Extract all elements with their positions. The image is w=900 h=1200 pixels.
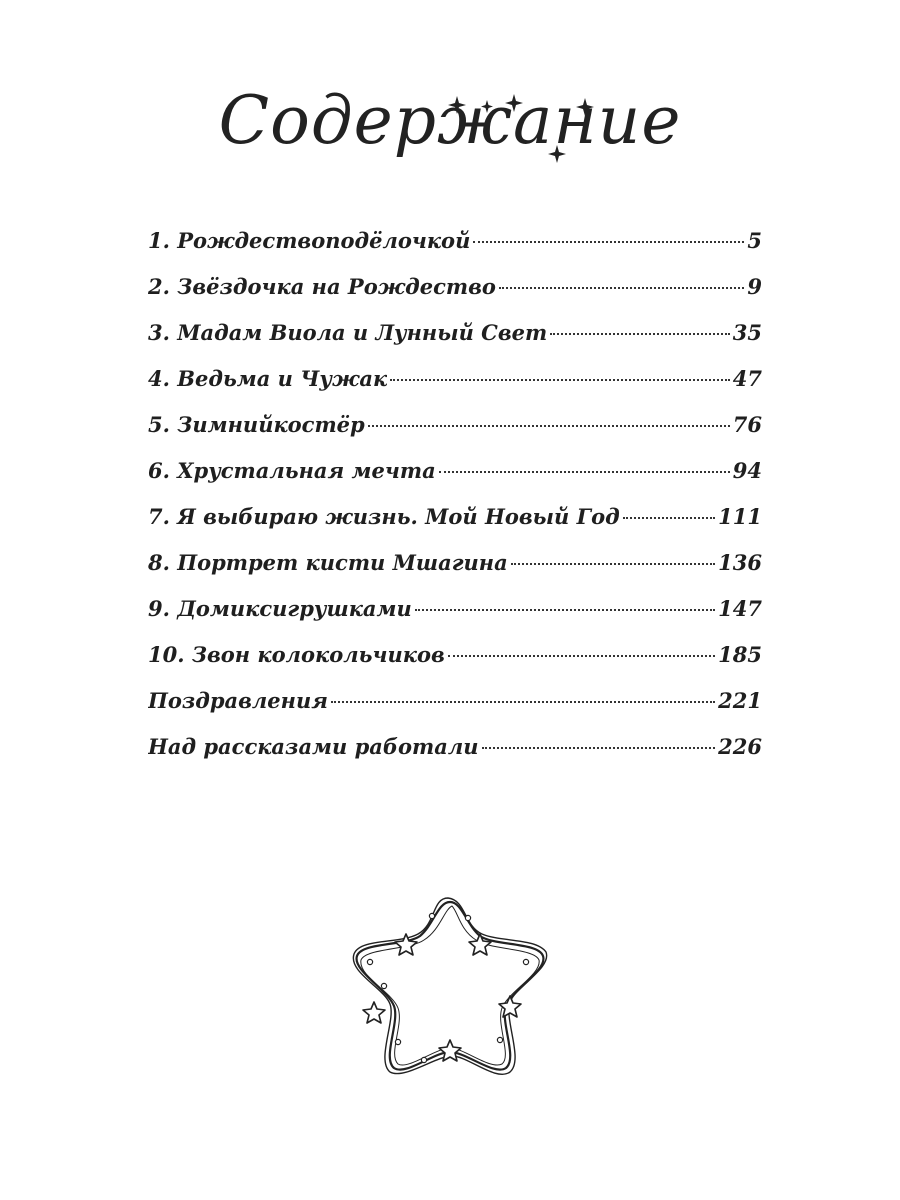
toc-item-page: 136: [718, 550, 762, 575]
dot-leader: [623, 517, 715, 519]
toc-item-page: 47: [732, 366, 762, 391]
toc-item-label: 6. Хрустальная мечта: [148, 458, 436, 483]
toc-item-label: 2. Звёздочка на Рождество: [148, 274, 496, 299]
toc-item[interactable]: [148, 228, 762, 274]
dot-leader: [331, 701, 715, 703]
toc-item-page: 76: [732, 412, 762, 437]
toc-item[interactable]: [148, 504, 762, 550]
toc-item-label: 10. Звон колокольчиков: [148, 642, 445, 667]
dot-leader: [439, 471, 730, 473]
toc-item[interactable]: [148, 596, 762, 642]
toc-item-page: 9: [747, 274, 762, 299]
page-header: [0, 70, 900, 200]
toc-item[interactable]: [148, 366, 762, 412]
dot-leader: [511, 563, 715, 565]
toc-item-page: 5: [747, 228, 762, 253]
toc-item[interactable]: [148, 458, 762, 504]
toc-item-page: 221: [718, 688, 762, 713]
toc-item-page: 94: [732, 458, 762, 483]
page-title: Содержание: [218, 82, 682, 159]
toc-item-label: 3. Мадам Виола и Лунный Свет: [148, 320, 548, 345]
dot-leader: [390, 379, 730, 381]
toc-item-page: 111: [718, 504, 762, 529]
toc-item-label: 9. Домиксигрушками: [148, 596, 412, 621]
toc-item[interactable]: [148, 412, 762, 458]
dot-leader: [499, 287, 744, 289]
dot-leader: [368, 425, 730, 427]
toc-item-page: 35: [732, 320, 762, 345]
toc-item-label: Над рассказами работали: [148, 734, 479, 759]
toc-item[interactable]: [148, 320, 762, 366]
toc-item-page: 147: [718, 596, 762, 621]
dot-leader: [482, 747, 716, 749]
star-wreath-icon: [340, 890, 560, 1090]
dot-leader: [473, 241, 744, 243]
toc-item-page: 185: [718, 642, 762, 667]
toc-item-label: 8. Портрет кисти Мшагина: [148, 550, 508, 575]
dot-leader: [448, 655, 715, 657]
toc-item-label: 7. Я выбираю жизнь. Мой Новый Год: [148, 504, 620, 529]
table-of-contents: [148, 228, 762, 780]
toc-item[interactable]: [148, 642, 762, 688]
dot-leader: [550, 333, 730, 335]
toc-item-label: Поздравления: [148, 688, 328, 713]
dot-leader: [415, 609, 715, 611]
toc-item-page: 226: [718, 734, 762, 759]
toc-item[interactable]: [148, 734, 762, 780]
toc-item[interactable]: [148, 688, 762, 734]
toc-item[interactable]: [148, 274, 762, 320]
toc-item-label: 5. Зимнийкостёр: [148, 412, 365, 437]
toc-item-label: 1. Рождествоподёлочкой: [148, 228, 471, 253]
toc-item[interactable]: [148, 550, 762, 596]
toc-item-label: 4. Ведьма и Чужак: [148, 366, 388, 391]
